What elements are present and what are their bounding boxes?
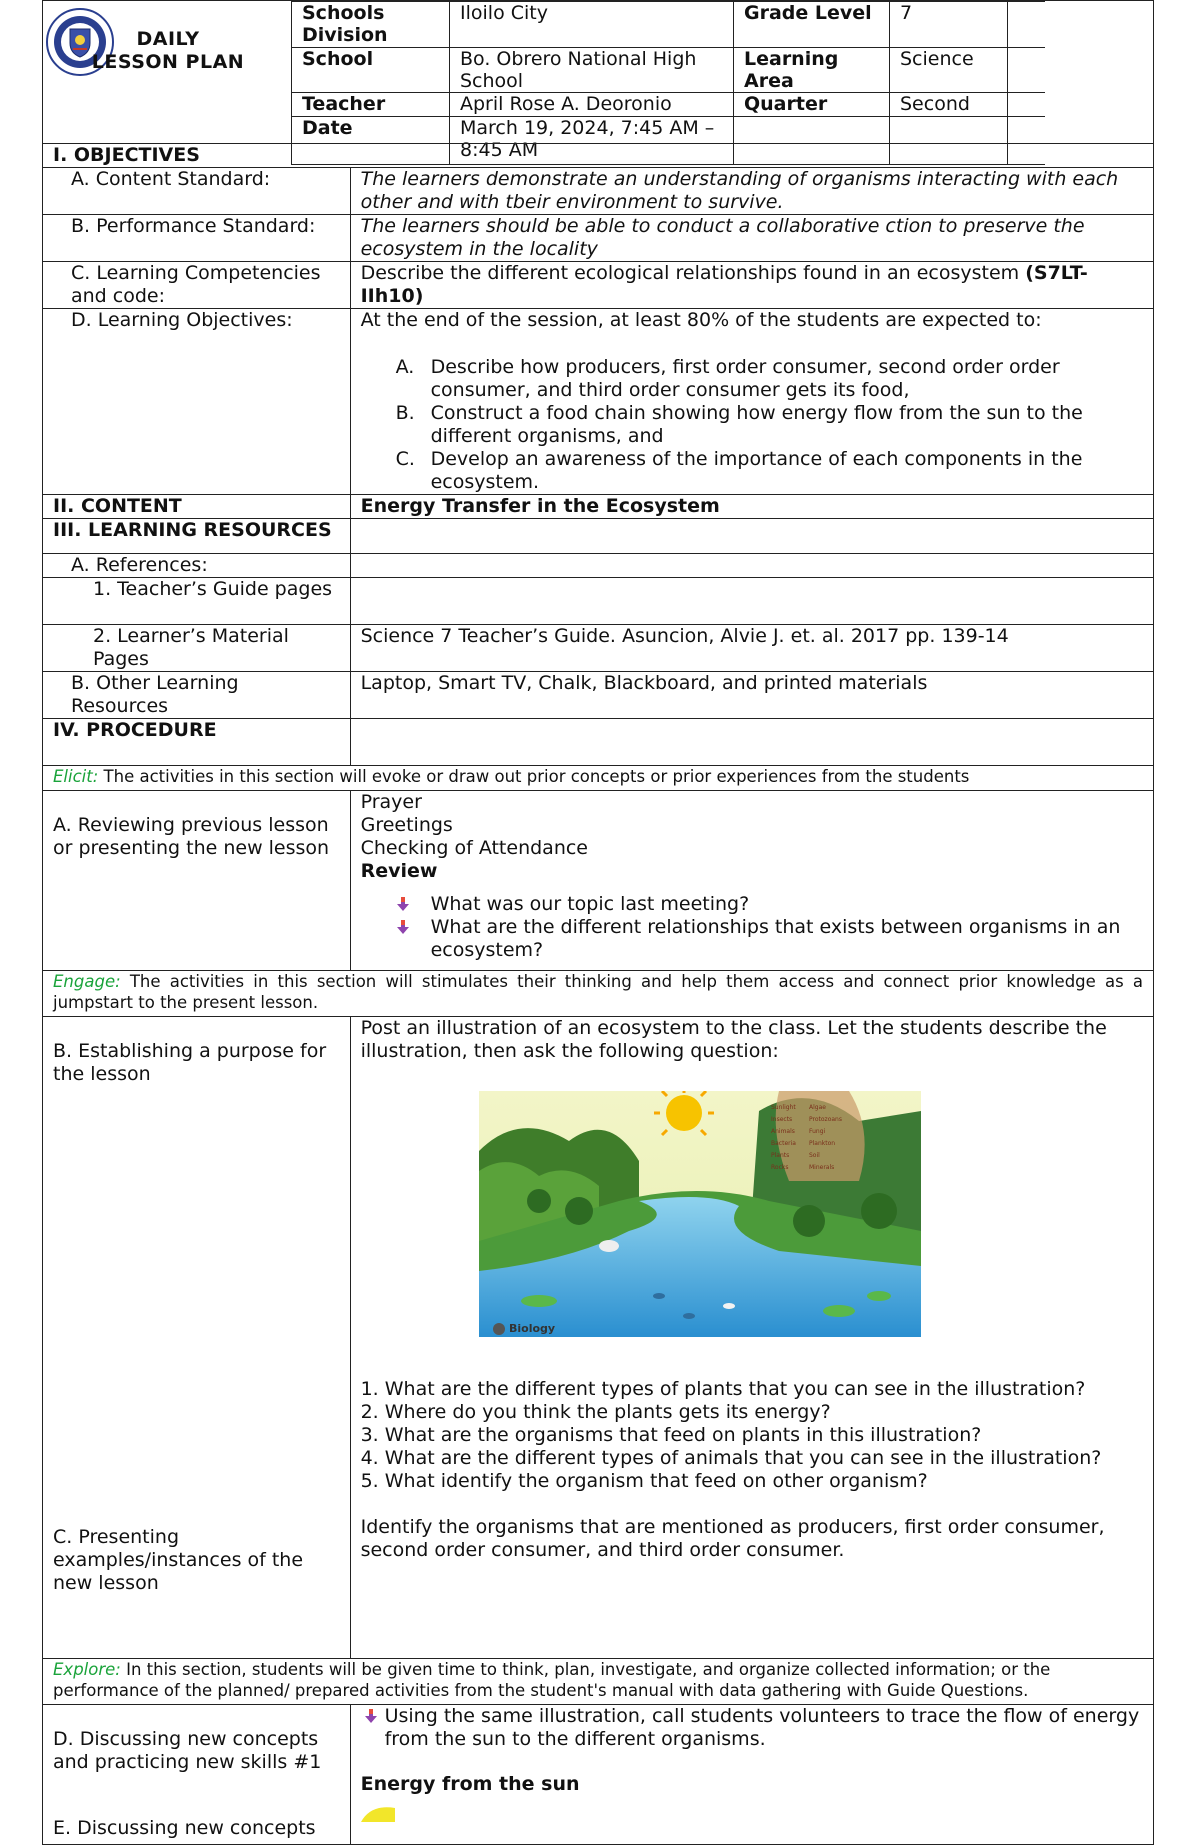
question-item: 1. What are the different types of plants that you can see in the illustration? bbox=[360, 1378, 1086, 1400]
list-item bbox=[361, 448, 1143, 494]
row-label bbox=[43, 578, 351, 625]
ecosystem-illustration bbox=[479, 1091, 921, 1337]
elicit-row bbox=[43, 766, 1154, 791]
objectives-heading-row bbox=[43, 144, 1154, 168]
purpose-cell bbox=[350, 1017, 1153, 1659]
header-value-2: Second bbox=[890, 93, 1008, 117]
lesson-main-table bbox=[42, 143, 1154, 1845]
list-item bbox=[361, 1705, 1143, 1751]
phase-text: The activities in this section will evoke or draw out prior concepts or prior experiences from the students bbox=[98, 767, 970, 786]
question-item: 2. Where do you think the plants gets its energy? bbox=[360, 1401, 831, 1423]
section-heading: III. LEARNING RESOURCES bbox=[43, 519, 351, 554]
header-label-2: Learning Area bbox=[734, 48, 890, 93]
performance-standard-row bbox=[43, 215, 1154, 262]
header-value: Bo. Obrero National High School bbox=[450, 48, 734, 93]
header-value: Iloilo City bbox=[450, 2, 734, 48]
sign-label: Plankton bbox=[808, 1140, 835, 1147]
row-label: A. References: bbox=[43, 554, 351, 578]
header-info-table bbox=[291, 1, 1045, 165]
question-item: 3. What are the organisms that feed on plants in this illustration? bbox=[360, 1424, 982, 1446]
header-label: Schools Division bbox=[292, 2, 450, 48]
reviewing-cell bbox=[350, 791, 1153, 971]
section-heading: II. CONTENT bbox=[43, 495, 351, 519]
phase-name: Elicit: bbox=[53, 767, 99, 786]
header-spacer bbox=[1008, 93, 1046, 117]
content-row bbox=[43, 495, 1154, 519]
procedure-heading-row bbox=[43, 719, 1154, 766]
routine-item: Prayer bbox=[360, 791, 422, 813]
learning-objectives-cell bbox=[350, 309, 1153, 495]
list-item bbox=[361, 356, 1143, 402]
header-spacer bbox=[1008, 2, 1046, 48]
header-label-2: Quarter bbox=[734, 93, 890, 117]
sign-label: Fungi bbox=[808, 1128, 825, 1135]
phase-text: The activities in this section will stimulates their thinking and help them access and connect prior knowledge as a jumpstart to the present lesson. bbox=[53, 972, 1143, 1012]
discussing-cell bbox=[350, 1705, 1153, 1845]
purpose-intro: Post an illustration of an ecosystem to the class. Let the students describe the illustration, then ask the following question: bbox=[360, 1017, 1107, 1062]
row-label bbox=[43, 625, 351, 672]
sign-label: Rocks bbox=[770, 1164, 789, 1171]
list-marker: A. bbox=[395, 356, 415, 378]
learning-objectives-row bbox=[43, 309, 1154, 495]
other-resources-value: Laptop, Smart TV, Chalk, Blackboard, and printed materials bbox=[350, 672, 1153, 719]
header-label: School bbox=[292, 48, 450, 93]
purpose-questions bbox=[361, 1378, 1143, 1493]
header-label: Teacher bbox=[292, 93, 450, 117]
header-row bbox=[292, 2, 1046, 48]
discussing-row bbox=[43, 1705, 1154, 1845]
phase-name: Engage: bbox=[53, 972, 121, 991]
arrow-bullet-icon bbox=[395, 919, 411, 935]
learning-objectives-list bbox=[361, 356, 1143, 494]
sign-label: Minerals bbox=[808, 1164, 834, 1171]
list-text: Develop an awareness of the importance of each components in the ecosystem. bbox=[430, 448, 1083, 493]
row-label: A. Content Standard: bbox=[43, 168, 351, 215]
sign-label: Plants bbox=[770, 1152, 789, 1159]
sign-label: Bacteria bbox=[770, 1140, 796, 1147]
learners-material-value: Science 7 Teacher’s Guide. Asuncion, Alvie J. et. al. 2017 pp. 139-14 bbox=[350, 625, 1153, 672]
explore-row bbox=[43, 1659, 1154, 1705]
references-row bbox=[43, 554, 1154, 578]
question-item: 5. What identify the organism that feed on other organism? bbox=[360, 1470, 928, 1492]
header-value: March 19, 2024, 7:45 AM – 8:45 AM bbox=[450, 117, 734, 165]
list-item bbox=[361, 893, 1143, 916]
sign-label: Animals bbox=[770, 1128, 795, 1135]
energy-heading: Energy from the sun bbox=[360, 1773, 580, 1795]
sign-label: Soil bbox=[808, 1152, 820, 1159]
title-line-1: DAILY bbox=[136, 28, 200, 50]
routine-item: Greetings bbox=[360, 814, 453, 836]
learners-material-row bbox=[43, 625, 1154, 672]
header-value-2: 7 bbox=[890, 2, 1008, 48]
row-label-cell bbox=[43, 1017, 351, 1659]
image-caption: Biology bbox=[508, 1322, 555, 1335]
list-marker: B. bbox=[395, 402, 415, 424]
empty-cell bbox=[350, 519, 1153, 554]
header-label: Date bbox=[292, 117, 450, 165]
question-item: 4. What are the different types of animals that you can see in the illustration? bbox=[360, 1447, 1102, 1469]
other-resources-row bbox=[43, 672, 1154, 719]
header-row bbox=[292, 93, 1046, 117]
phase-description bbox=[43, 766, 1154, 791]
phase-name: Explore: bbox=[53, 1660, 121, 1679]
arrow-bullet-icon bbox=[395, 896, 411, 912]
sign-label: Algae bbox=[808, 1104, 826, 1111]
resources-heading-row bbox=[43, 519, 1154, 554]
content-standard-text: The learners demonstrate an understanding of organisms interacting with each other and with tbeir environment to survive. bbox=[350, 168, 1153, 215]
document-title bbox=[43, 28, 293, 74]
row-label-text: 2. Learner’s Material Pages bbox=[93, 625, 289, 670]
row-label: E. Discussing new concepts bbox=[53, 1817, 316, 1839]
list-text: What was our topic last meeting? bbox=[430, 893, 750, 915]
header-value-2: Science bbox=[890, 48, 1008, 93]
header-spacer bbox=[1008, 48, 1046, 93]
list-text: Construct a food chain showing how energy flow from the sun to the different organisms, and bbox=[430, 402, 1083, 447]
title-line-2: LESSON PLAN bbox=[91, 51, 245, 73]
empty-cell bbox=[350, 554, 1153, 578]
review-heading: Review bbox=[360, 860, 438, 882]
review-questions bbox=[361, 893, 1143, 962]
reviewing-row bbox=[43, 791, 1154, 971]
sign-label: Insects bbox=[770, 1116, 792, 1123]
content-topic: Energy Transfer in the Ecosystem bbox=[350, 495, 1153, 519]
phase-text: In this section, students will be given time to think, plan, investigate, and organize collected information; or the performance of the planned/ prepared activities from the student's manual with data gathering with Guide Questions. bbox=[53, 1660, 1051, 1700]
row-label: C. Presenting examples/instances of the new lesson bbox=[53, 1526, 304, 1594]
list-item bbox=[361, 916, 1143, 962]
row-label: B. Establishing a purpose for the lesson bbox=[53, 1040, 327, 1085]
teachers-guide-value bbox=[350, 578, 1153, 625]
competencies-cell bbox=[350, 262, 1153, 309]
engage-row bbox=[43, 971, 1154, 1017]
learning-objectives-intro: At the end of the session, at least 80% of the students are expected to: bbox=[360, 309, 1042, 331]
section-heading: I. OBJECTIVES bbox=[43, 144, 1154, 168]
competencies-code: (S7LT-IIh10) bbox=[360, 262, 1088, 307]
list-text: What are the different relationships that exists between organisms in an ecosystem? bbox=[430, 916, 1121, 961]
list-item bbox=[361, 402, 1143, 448]
content-standard-row bbox=[43, 168, 1154, 215]
row-label-cell bbox=[43, 1705, 351, 1845]
row-label: D. Learning Objectives: bbox=[43, 309, 351, 495]
header-row bbox=[292, 48, 1046, 93]
examples-instruction: Identify the organisms that are mentioned as producers, first order consumer, second order consumer, and third order consumer. bbox=[360, 1516, 1105, 1561]
row-label: B. Performance Standard: bbox=[43, 215, 351, 262]
empty-cell bbox=[350, 719, 1153, 766]
row-label: D. Discussing new concepts and practicing new skills #1 bbox=[53, 1728, 322, 1773]
row-label: A. Reviewing previous lesson or presenting the new lesson bbox=[43, 791, 351, 971]
row-label: C. Learning Competencies and code: bbox=[43, 262, 351, 309]
header-label-2: Grade Level bbox=[734, 2, 890, 48]
list-text: Using the same illustration, call students volunteers to trace the flow of energy from the sun to the different organisms. bbox=[384, 1705, 1140, 1750]
routine-item: Checking of Attendance bbox=[360, 837, 588, 859]
section-heading: IV. PROCEDURE bbox=[43, 719, 351, 766]
row-label: B. Other Learning Resources bbox=[43, 672, 351, 719]
competencies-text: Describe the different ecological relationships found in an ecosystem bbox=[360, 262, 1020, 284]
sign-label: Sunlight bbox=[770, 1104, 796, 1111]
phase-description bbox=[43, 971, 1154, 1017]
teachers-guide-row bbox=[43, 578, 1154, 625]
sun-icon bbox=[361, 1802, 401, 1822]
performance-standard-text: The learners should be able to conduct a collaborative ction to preserve the ecosystem in the locality bbox=[350, 215, 1153, 262]
competencies-row bbox=[43, 262, 1154, 309]
arrow-bullet-icon bbox=[363, 1708, 379, 1724]
sign-label: Protozoans bbox=[808, 1116, 842, 1123]
list-marker: C. bbox=[395, 448, 415, 470]
purpose-and-examples-row bbox=[43, 1017, 1154, 1659]
row-label-text: 1. Teacher’s Guide pages bbox=[93, 578, 333, 600]
phase-description bbox=[43, 1659, 1154, 1705]
header-value: April Rose A. Deoronio bbox=[450, 93, 734, 117]
list-text: Describe how producers, first order consumer, second order order consumer, and third order consumer gets its food, bbox=[430, 356, 1060, 401]
